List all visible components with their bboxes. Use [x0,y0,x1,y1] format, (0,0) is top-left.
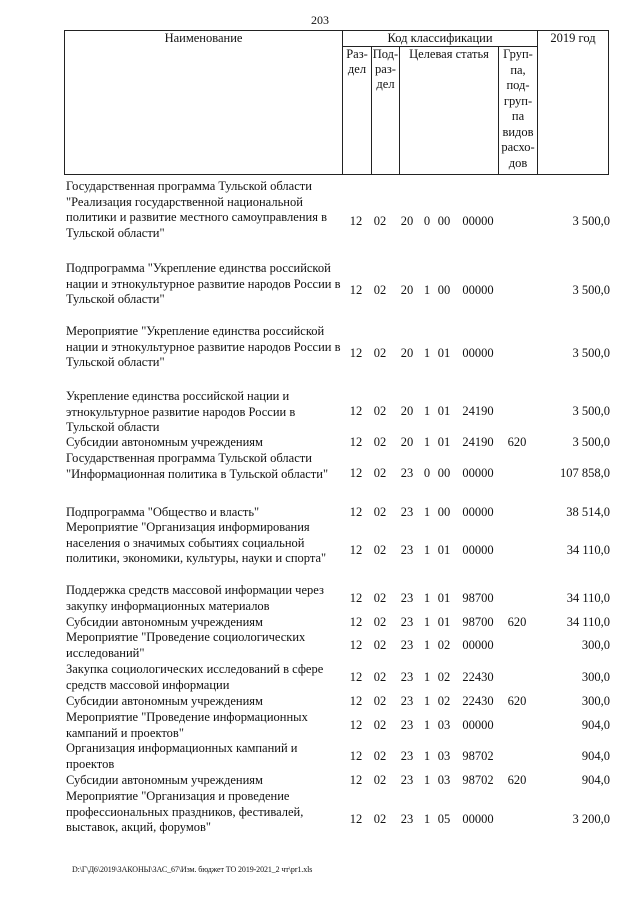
row-name: Мероприятие "Укрепление единства российской нации и этнокультурное развитие народов России в Тульской области" [66,324,341,369]
row-amount: 34 110,0 [566,591,610,605]
row-code-t4: 24190 [462,435,494,449]
row-code-t4: 98702 [462,749,494,763]
row-code-t3: 00 [437,466,451,480]
row-code-t3: 01 [437,346,451,360]
row-code-rz: 12 [349,670,363,684]
row-code-pr: 02 [373,505,387,519]
row-code-pr: 02 [373,543,387,557]
header-group: Груп- па, под- груп- па видов расхо- дов [499,47,538,175]
row-code-t4: 24190 [462,404,494,418]
row-name: Мероприятие "Проведение социологических исследований" [66,630,306,660]
row-amount: 3 500,0 [572,435,610,449]
row-code-vr: 620 [507,773,527,787]
row-name: Укрепление единства российской нации и этнокультурное развитие народов России в Тульской области [66,389,296,434]
row-code-rz: 12 [349,435,363,449]
row-code-t3: 01 [437,435,451,449]
row-code-t2: 1 [423,718,431,732]
row-code-pr: 02 [373,694,387,708]
row-code-t2: 1 [423,505,431,519]
header-code-group: Код классификации [343,31,538,47]
row-code-t2: 1 [423,404,431,418]
row-code-rz: 12 [349,543,363,557]
row-code-t2: 1 [423,283,431,297]
row-code-t1: 23 [400,749,414,763]
row-name: Организация информационных кампаний и проектов [66,741,298,771]
row-name: Государственная программа Тульской области "Реализация государственной национальной политики и развитие местного самоуправления в Тульской области" [66,179,327,240]
row-code-t3: 02 [437,638,451,652]
row-name: Субсидии автономным учреждениям [66,435,263,449]
row-code-pr: 02 [373,812,387,826]
row-code-pr: 02 [373,718,387,732]
row-code-t4: 00000 [462,214,494,228]
row-code-rz: 12 [349,404,363,418]
row-code-t1: 20 [400,404,414,418]
row-name: Подпрограмма "Общество и власть" [66,505,260,519]
row-code-rz: 12 [349,615,363,629]
row-code-t4: 22430 [462,694,494,708]
row-amount: 107 858,0 [560,466,610,480]
row-code-t2: 0 [423,466,431,480]
row-code-t2: 1 [423,812,431,826]
row-code-t3: 02 [437,670,451,684]
row-amount: 3 500,0 [572,346,610,360]
row-amount: 38 514,0 [566,505,610,519]
row-code-pr: 02 [373,346,387,360]
row-code-t2: 1 [423,346,431,360]
row-code-rz: 12 [349,591,363,605]
row-code-t2: 1 [423,543,431,557]
row-code-t4: 98700 [462,591,494,605]
row-code-t1: 23 [400,543,414,557]
row-name: Мероприятие "Организация информирования населения о значимых событиях социальной политики, экономики, культуры, науки и спорта" [66,520,327,565]
row-amount: 3 500,0 [572,404,610,418]
row-name: Закупка социологических исследований в сфере средств массовой информации [66,662,324,692]
table-header [64,30,609,175]
row-code-t1: 20 [400,346,414,360]
row-code-t3: 05 [437,812,451,826]
row-code-t2: 1 [423,773,431,787]
row-code-t4: 00000 [462,346,494,360]
row-code-t4: 98702 [462,773,494,787]
row-code-t3: 02 [437,694,451,708]
row-code-pr: 02 [373,435,387,449]
row-code-rz: 12 [349,283,363,297]
row-code-pr: 02 [373,749,387,763]
row-code-pr: 02 [373,591,387,605]
row-code-t1: 20 [400,214,414,228]
row-code-rz: 12 [349,718,363,732]
row-name: Субсидии автономным учреждениям [66,615,263,629]
row-code-pr: 02 [373,404,387,418]
row-code-rz: 12 [349,694,363,708]
row-code-t3: 01 [437,591,451,605]
row-name: Субсидии автономным учреждениям [66,694,263,708]
row-code-t3: 03 [437,773,451,787]
row-code-t2: 1 [423,749,431,763]
row-code-rz: 12 [349,466,363,480]
row-code-t1: 23 [400,812,414,826]
row-code-t1: 23 [400,615,414,629]
row-code-t2: 1 [423,615,431,629]
row-code-t4: 00000 [462,543,494,557]
row-code-t3: 00 [437,214,451,228]
row-amount: 300,0 [581,670,610,684]
row-code-rz: 12 [349,505,363,519]
row-code-t4: 00000 [462,466,494,480]
row-amount: 904,0 [581,718,610,732]
row-code-t4: 00000 [462,638,494,652]
header-target: Целевая статья [400,47,499,175]
row-code-t2: 1 [423,638,431,652]
row-code-pr: 02 [373,283,387,297]
row-amount: 904,0 [581,773,610,787]
row-amount: 3 500,0 [572,283,610,297]
row-code-t1: 23 [400,718,414,732]
row-code-t3: 00 [437,505,451,519]
row-code-rz: 12 [349,749,363,763]
row-code-vr: 620 [507,694,527,708]
header-year: 2019 год [538,31,609,175]
row-code-t3: 01 [437,615,451,629]
row-name: Субсидии автономным учреждениям [66,773,263,787]
row-code-t2: 1 [423,435,431,449]
row-code-t1: 23 [400,638,414,652]
row-amount: 300,0 [581,638,610,652]
row-code-t4: 00000 [462,505,494,519]
row-code-t2: 1 [423,591,431,605]
row-code-pr: 02 [373,638,387,652]
row-code-pr: 02 [373,615,387,629]
row-code-t1: 23 [400,466,414,480]
row-code-t2: 1 [423,670,431,684]
row-code-t1: 20 [400,435,414,449]
row-code-t1: 23 [400,591,414,605]
row-code-rz: 12 [349,214,363,228]
row-amount: 34 110,0 [566,543,610,557]
row-amount: 3 500,0 [572,214,610,228]
row-code-t2: 1 [423,694,431,708]
row-code-t1: 23 [400,773,414,787]
row-code-pr: 02 [373,670,387,684]
row-code-rz: 12 [349,346,363,360]
row-code-t3: 00 [437,283,451,297]
row-code-rz: 12 [349,773,363,787]
row-name: Государственная программа Тульской области "Информационная политика в Тульской области" [66,451,329,481]
row-code-t1: 20 [400,283,414,297]
row-code-vr: 620 [507,615,527,629]
row-code-t1: 23 [400,694,414,708]
header-name: Наименование [65,31,343,175]
row-code-t1: 23 [400,505,414,519]
header-subsection: Под- раз- дел [372,47,400,175]
row-name: Мероприятие "Организация и проведение профессиональных праздников, фестивалей, выставок, акций, форумов" [66,789,304,834]
row-amount: 300,0 [581,694,610,708]
row-code-t1: 23 [400,670,414,684]
row-name: Поддержка средств массовой информации через закупку информационных материалов [66,583,324,613]
row-amount: 3 200,0 [572,812,610,826]
row-code-pr: 02 [373,214,387,228]
page-number: 203 [311,13,329,27]
row-name: Мероприятие "Проведение информационных кампаний и проектов" [66,710,308,740]
row-code-pr: 02 [373,466,387,480]
header-section: Раз- дел [343,47,372,175]
row-code-t3: 01 [437,543,451,557]
row-code-t4: 00000 [462,812,494,826]
row-code-t4: 00000 [462,283,494,297]
row-code-t4: 98700 [462,615,494,629]
footer-file-path: D:\Г\Д6\2019\ЗАКОНЫ\ЗАС_67\Изм. бюджет ТО 2019-2021_2 чт\pr1.xls [72,865,313,874]
row-code-t3: 03 [437,718,451,732]
row-code-t4: 22430 [462,670,494,684]
row-code-t2: 0 [423,214,431,228]
row-code-t4: 00000 [462,718,494,732]
row-name: Подпрограмма "Укрепление единства российской нации и этнокультурное развитие народов России в Тульской области" [66,261,341,306]
row-code-t3: 03 [437,749,451,763]
row-code-t3: 01 [437,404,451,418]
row-code-pr: 02 [373,773,387,787]
row-amount: 904,0 [581,749,610,763]
row-code-rz: 12 [349,812,363,826]
row-code-vr: 620 [507,435,527,449]
row-amount: 34 110,0 [566,615,610,629]
row-code-rz: 12 [349,638,363,652]
